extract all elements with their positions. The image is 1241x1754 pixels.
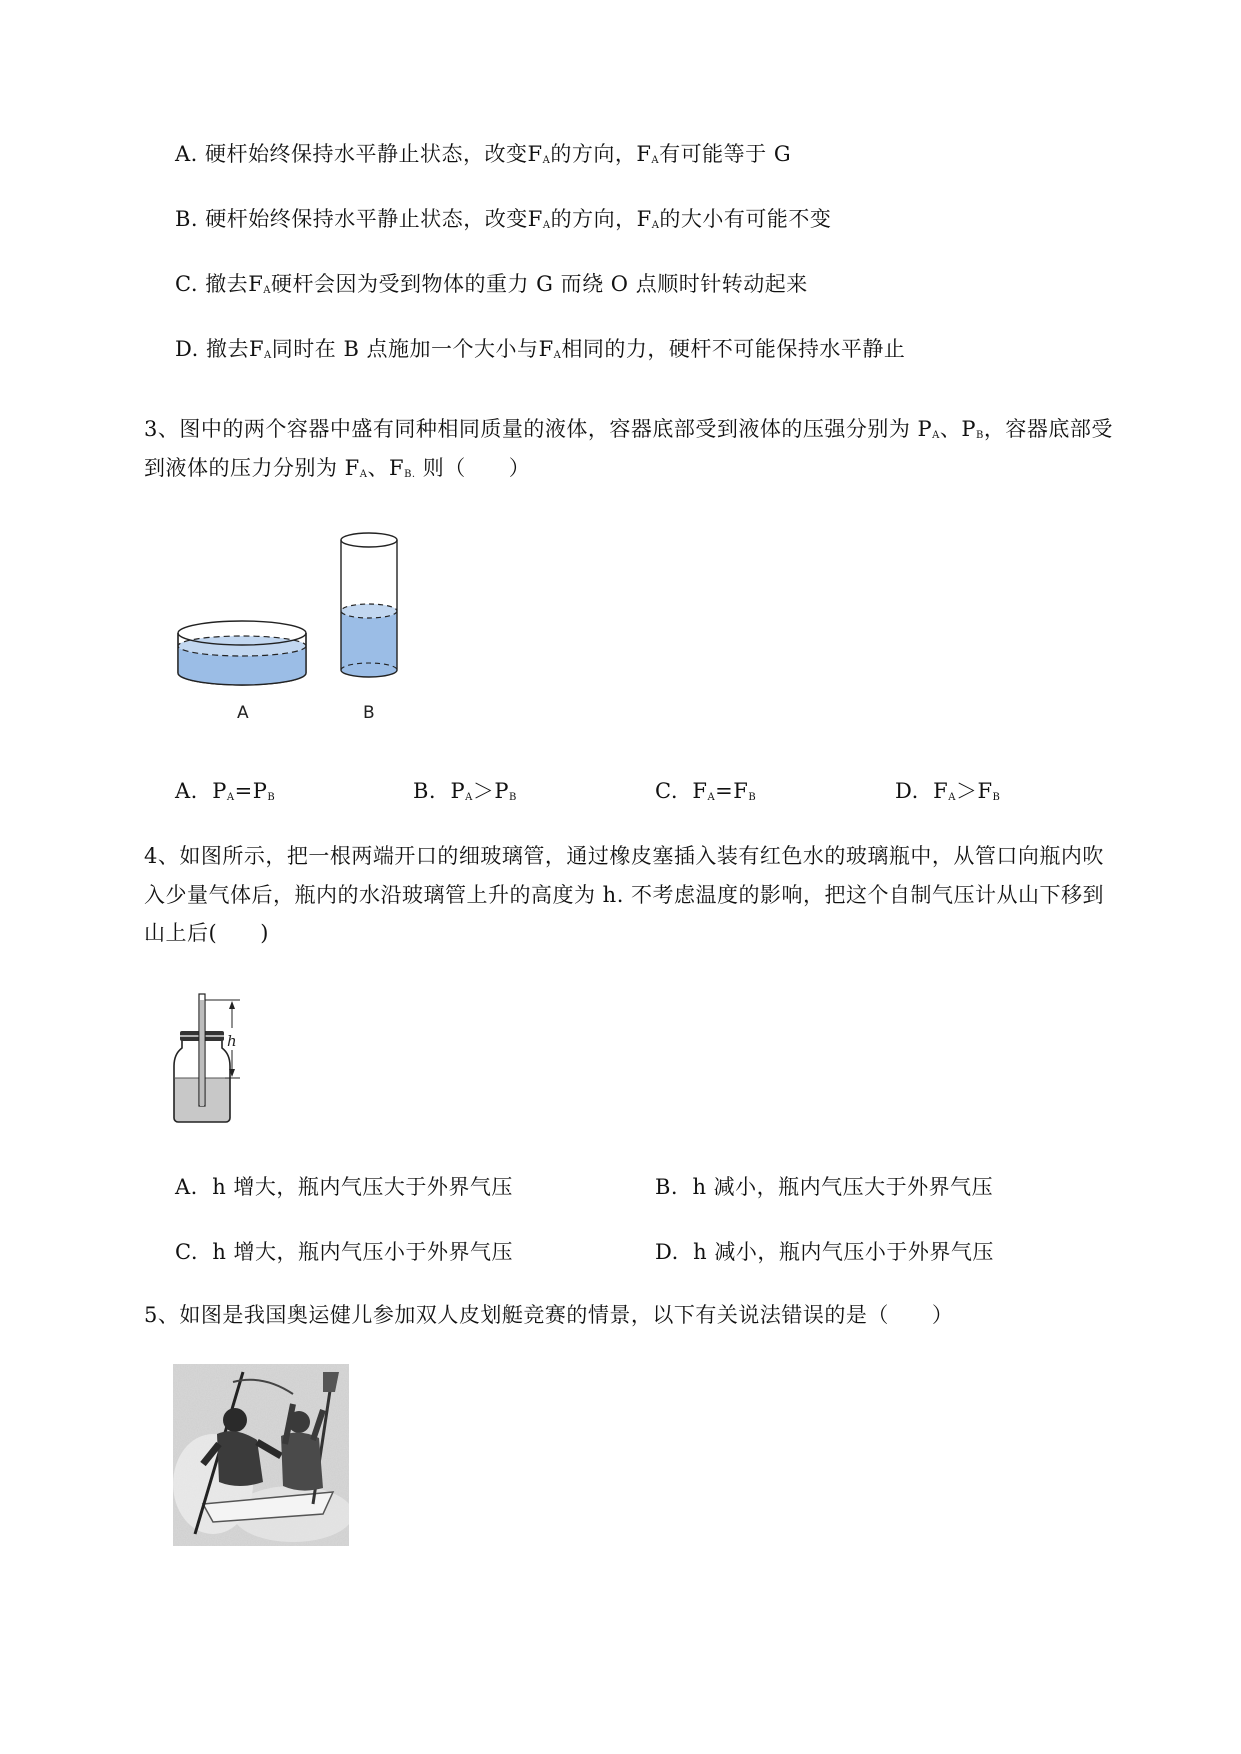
q2-option-b: B. 硬杆始终保持水平静止状态，改变$F_A$的方向，$F_A$的大小有可能不变 [175,207,832,231]
q4-option-c: C. h 增大，瓶内气压小于外界气压 [175,1240,514,1264]
q2-option-a: A. 硬杆始终保持水平静止状态，改变$F_A$的方向，$F_A$有可能等于 G [175,142,792,166]
container-a [178,621,306,685]
q4-barometer-figure [170,988,260,1128]
q4-option-b: B. h 减小，瓶内气压大于外界气压 [655,1175,994,1199]
container-a-label: A [237,703,249,723]
q3-option-a: A. $P_A=P_B$ [175,779,276,803]
q3-option-c: C. $F_A=F_B$ [655,779,757,803]
h-label: h [227,1032,237,1050]
q3-stem-line-2: 到液体的压力分别为 $F_A$、$F_{B.}$ 则（ ） [144,456,531,480]
q4-option-d: D. h 减小，瓶内气压小于外界气压 [655,1240,994,1264]
q4-stem-line-1: 4、如图所示，把一根两端开口的细玻璃管，通过橡皮塞插入装有红色水的玻璃瓶中，从管口向瓶内吹 [144,844,1104,868]
q4-stem-line-3: 山上后( ) [144,921,269,945]
q3-stem-line-1: 3、图中的两个容器中盛有同种相同质量的液体，容器底部受到液体的压强分别为 $P_A$、$P_B$，容器底部受 [144,417,1113,441]
q3-containers-figure [170,530,420,730]
q3-option-b: B. $P_A>P_B$ [413,779,517,803]
q4-option-a: A. h 增大，瓶内气压大于外界气压 [175,1175,513,1199]
q5-stem-line-1: 5、如图是我国奥运健儿参加双人皮划艇竞赛的情景，以下有关说法错误的是（ ） [144,1303,954,1327]
container-b-label: B [363,703,375,723]
q2-option-c: C. 撤去$F_A$硬杆会因为受到物体的重力 G 而绕 O 点顺时针转动起来 [175,272,808,296]
q2-option-d: D. 撤去$F_A$同时在 B 点施加一个大小与$F_A$相同的力，硬杆不可能保持水平静止 [175,337,906,361]
q5-canoe-photo [173,1364,349,1546]
q3-option-d: D. $F_A>F_B$ [895,779,1001,803]
q4-stem-line-2: 入少量气体后，瓶内的水沿玻璃管上升的高度为 h. 不考虑温度的影响，把这个自制气压计从山下移到 [144,883,1105,907]
container-b [341,533,397,677]
